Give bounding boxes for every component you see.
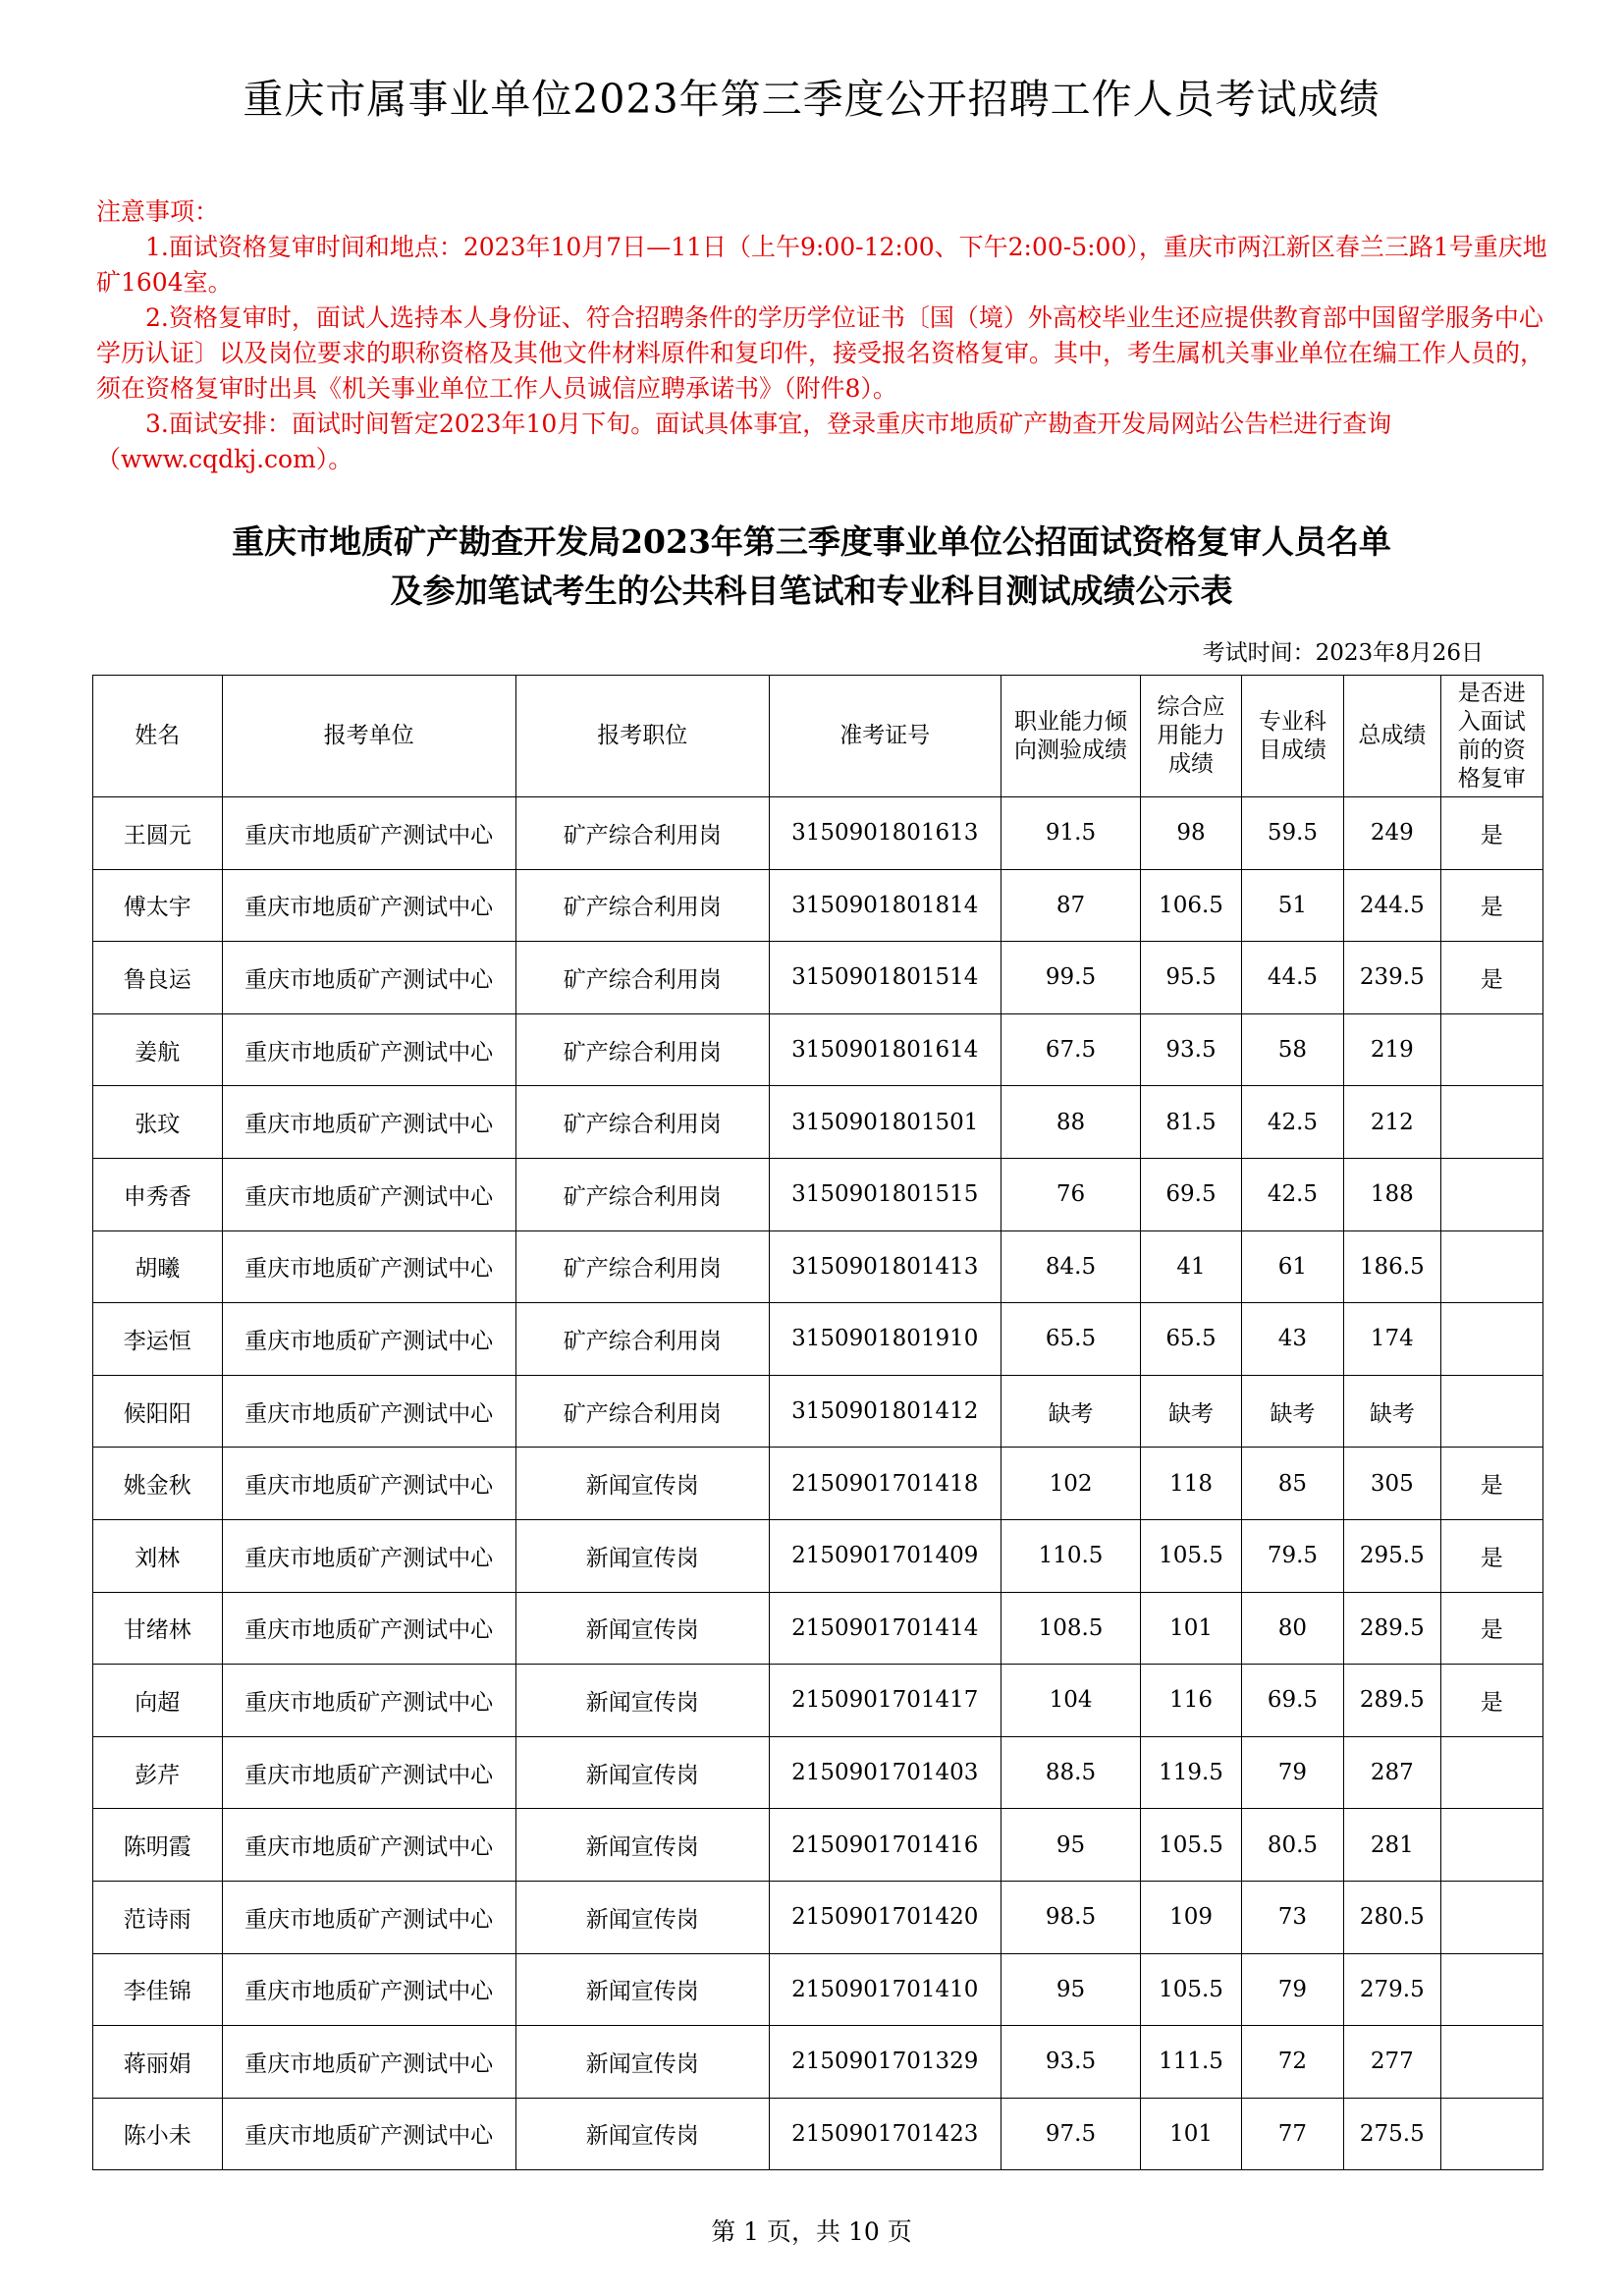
cell-name: 甘绪林: [93, 1592, 223, 1665]
cell-ticket-number: 3150901801814: [769, 869, 1001, 942]
cell-position: 新闻宣传岗: [515, 1809, 769, 1882]
cell-position: 矿产综合利用岗: [515, 1013, 769, 1086]
cell-position: 新闻宣传岗: [515, 1519, 769, 1592]
cell-position: 矿产综合利用岗: [515, 1086, 769, 1159]
notice-item: 1.面试资格复审时间和地点：2023年10月7日—11日（上午9:00-12:00、下午2:00-5:00），重庆市两江新区春兰三路1号重庆地矿1604室。: [96, 233, 1547, 297]
cell-review-status: [1440, 2026, 1542, 2099]
cell-review-status: [1440, 1736, 1542, 1809]
table-row: [93, 1230, 1543, 1303]
header-professional-score: 专业科目成绩: [1241, 676, 1343, 797]
cell-position: 新闻宣传岗: [515, 1953, 769, 2026]
cell-unit: 重庆市地质矿产测试中心: [222, 1953, 515, 2026]
cell-review-status: [1440, 1881, 1542, 1953]
table-row: [93, 1736, 1543, 1809]
cell-name: 胡曦: [93, 1230, 223, 1303]
cell-aptitude-score: 65.5: [1001, 1303, 1141, 1376]
cell-application-score: 101: [1141, 2098, 1241, 2170]
cell-name: 刘林: [93, 1519, 223, 1592]
cell-position: 新闻宣传岗: [515, 1592, 769, 1665]
table-row: [93, 1953, 1543, 2026]
cell-application-score: 116: [1141, 1665, 1241, 1737]
cell-professional-score: 77: [1241, 2098, 1343, 2170]
cell-total-score: 289.5: [1344, 1592, 1440, 1665]
notice-heading: 注意事项：: [96, 197, 220, 226]
cell-aptitude-score: 93.5: [1001, 2026, 1141, 2099]
cell-professional-score: 79: [1241, 1953, 1343, 2026]
cell-ticket-number: 2150901701329: [769, 2026, 1001, 2099]
cell-total-score: 174: [1344, 1303, 1440, 1376]
cell-aptitude-score: 67.5: [1001, 1013, 1141, 1086]
cell-unit: 重庆市地质矿产测试中心: [222, 1665, 515, 1737]
notice-item: 2.资格复审时，面试人选持本人身份证、符合招聘条件的学历学位证书〔国（境）外高校毕业生还应提供教育部中国留学服务中心学历认证〕以及岗位要求的职称资格及其他文件材料原件和复印件，接受报名资格复审。其中，考生属机关事业单位在编工作人员的，须在资格复审时出具《机关事业单位工作人员诚信应聘承诺书》（附件8）。: [96, 303, 1545, 403]
cell-position: 矿产综合利用岗: [515, 1158, 769, 1230]
cell-ticket-number: 2150901701403: [769, 1736, 1001, 1809]
cell-aptitude-score: 76: [1001, 1158, 1141, 1230]
cell-total-score: 186.5: [1344, 1230, 1440, 1303]
cell-professional-score: 44.5: [1241, 942, 1343, 1014]
notice-item: 3.面试安排：面试时间暂定2023年10月下旬。面试具体事宜，登录重庆市地质矿产勘查开发局网站公告栏进行查询（www.cqdkj.com）。: [96, 410, 1392, 473]
cell-review-status: [1440, 1158, 1542, 1230]
cell-ticket-number: 3150901801614: [769, 1013, 1001, 1086]
table-row: [93, 1303, 1543, 1376]
table-row: [93, 1665, 1543, 1737]
cell-ticket-number: 2150901701410: [769, 1953, 1001, 2026]
cell-unit: 重庆市地质矿产测试中心: [222, 2026, 515, 2099]
header-application-score: 综合应用能力成绩: [1141, 676, 1241, 797]
cell-professional-score: 缺考: [1241, 1375, 1343, 1448]
cell-position: 矿产综合利用岗: [515, 1375, 769, 1448]
cell-professional-score: 85: [1241, 1448, 1343, 1520]
cell-position: 矿产综合利用岗: [515, 1303, 769, 1376]
cell-ticket-number: 3150901801613: [769, 797, 1001, 870]
cell-total-score: 295.5: [1344, 1519, 1440, 1592]
cell-professional-score: 58: [1241, 1013, 1343, 1086]
cell-total-score: 缺考: [1344, 1375, 1440, 1448]
cell-position: 新闻宣传岗: [515, 2026, 769, 2099]
table-row: [93, 1375, 1543, 1448]
page-number: 第 1 页，共 10 页: [711, 2217, 912, 2246]
table-row: [93, 942, 1543, 1014]
cell-professional-score: 42.5: [1241, 1158, 1343, 1230]
cell-name: 李佳锦: [93, 1953, 223, 2026]
cell-application-score: 105.5: [1141, 1519, 1241, 1592]
cell-aptitude-score: 88: [1001, 1086, 1141, 1159]
cell-professional-score: 69.5: [1241, 1665, 1343, 1737]
cell-position: 矿产综合利用岗: [515, 869, 769, 942]
cell-name: 候阳阳: [93, 1375, 223, 1448]
cell-position: 矿产综合利用岗: [515, 942, 769, 1014]
cell-position: 新闻宣传岗: [515, 1736, 769, 1809]
cell-review-status: 是: [1440, 942, 1542, 1014]
cell-review-status: [1440, 1809, 1542, 1882]
cell-aptitude-score: 110.5: [1001, 1519, 1141, 1592]
cell-name: 申秀香: [93, 1158, 223, 1230]
cell-professional-score: 42.5: [1241, 1086, 1343, 1159]
table-row: [93, 1592, 1543, 1665]
header-name: 姓名: [93, 676, 223, 797]
cell-professional-score: 43: [1241, 1303, 1343, 1376]
cell-unit: 重庆市地质矿产测试中心: [222, 1013, 515, 1086]
cell-unit: 重庆市地质矿产测试中心: [222, 1230, 515, 1303]
cell-review-status: 是: [1440, 797, 1542, 870]
cell-unit: 重庆市地质矿产测试中心: [222, 1303, 515, 1376]
header-aptitude-score: 职业能力倾向测验成绩: [1001, 676, 1141, 797]
cell-application-score: 106.5: [1141, 869, 1241, 942]
table-row: [93, 797, 1543, 870]
cell-aptitude-score: 缺考: [1001, 1375, 1141, 1448]
cell-position: 新闻宣传岗: [515, 1881, 769, 1953]
grades-table: [92, 675, 1543, 2170]
cell-professional-score: 72: [1241, 2026, 1343, 2099]
cell-unit: 重庆市地质矿产测试中心: [222, 1086, 515, 1159]
cell-total-score: 280.5: [1344, 1881, 1440, 1953]
cell-unit: 重庆市地质矿产测试中心: [222, 1592, 515, 1665]
header-total-score: 总成绩: [1344, 676, 1440, 797]
cell-unit: 重庆市地质矿产测试中心: [222, 1736, 515, 1809]
cell-application-score: 101: [1141, 1592, 1241, 1665]
cell-ticket-number: 3150901801413: [769, 1230, 1001, 1303]
cell-name: 姜航: [93, 1013, 223, 1086]
cell-ticket-number: 2150901701420: [769, 1881, 1001, 1953]
cell-professional-score: 79.5: [1241, 1519, 1343, 1592]
cell-ticket-number: 2150901701416: [769, 1809, 1001, 1882]
cell-professional-score: 80: [1241, 1592, 1343, 1665]
cell-position: 矿产综合利用岗: [515, 797, 769, 870]
cell-professional-score: 80.5: [1241, 1809, 1343, 1882]
cell-name: 姚金秋: [93, 1448, 223, 1520]
cell-name: 张玟: [93, 1086, 223, 1159]
cell-position: 新闻宣传岗: [515, 1665, 769, 1737]
cell-review-status: [1440, 1303, 1542, 1376]
cell-ticket-number: 3150901801514: [769, 942, 1001, 1014]
cell-review-status: 是: [1440, 1665, 1542, 1737]
cell-application-score: 105.5: [1141, 1953, 1241, 2026]
cell-review-status: [1440, 1230, 1542, 1303]
cell-review-status: [1440, 2098, 1542, 2170]
cell-position: 矿产综合利用岗: [515, 1230, 769, 1303]
table-row: [93, 2026, 1543, 2099]
cell-aptitude-score: 98.5: [1001, 1881, 1141, 1953]
cell-total-score: 281: [1344, 1809, 1440, 1882]
cell-name: 鲁良运: [93, 942, 223, 1014]
table-row: [93, 1881, 1543, 1953]
table-title: [0, 518, 1623, 616]
table-row: [93, 1448, 1543, 1520]
cell-name: 彭芹: [93, 1736, 223, 1809]
cell-ticket-number: 2150901701414: [769, 1592, 1001, 1665]
table-row: [93, 1086, 1543, 1159]
header-unit: 报考单位: [222, 676, 515, 797]
cell-professional-score: 61: [1241, 1230, 1343, 1303]
header-position: 报考职位: [515, 676, 769, 797]
cell-total-score: 275.5: [1344, 2098, 1440, 2170]
cell-unit: 重庆市地质矿产测试中心: [222, 942, 515, 1014]
cell-unit: 重庆市地质矿产测试中心: [222, 1519, 515, 1592]
table-row: [93, 1158, 1543, 1230]
cell-ticket-number: 3150901801501: [769, 1086, 1001, 1159]
cell-ticket-number: 3150901801910: [769, 1303, 1001, 1376]
page-title: 重庆市属事业单位2023年第三季度公开招聘工作人员考试成绩: [243, 76, 1380, 123]
cell-aptitude-score: 104: [1001, 1665, 1141, 1737]
cell-total-score: 239.5: [1344, 942, 1440, 1014]
cell-aptitude-score: 91.5: [1001, 797, 1141, 870]
cell-aptitude-score: 99.5: [1001, 942, 1141, 1014]
cell-review-status: 是: [1440, 1448, 1542, 1520]
cell-position: 新闻宣传岗: [515, 1448, 769, 1520]
cell-name: 向超: [93, 1665, 223, 1737]
cell-name: 傅太宇: [93, 869, 223, 942]
cell-total-score: 188: [1344, 1158, 1440, 1230]
cell-review-status: 是: [1440, 1519, 1542, 1592]
cell-review-status: [1440, 1375, 1542, 1448]
cell-unit: 重庆市地质矿产测试中心: [222, 2098, 515, 2170]
cell-unit: 重庆市地质矿产测试中心: [222, 1809, 515, 1882]
cell-review-status: [1440, 1953, 1542, 2026]
cell-name: 王圆元: [93, 797, 223, 870]
cell-name: 蒋丽娟: [93, 2026, 223, 2099]
cell-ticket-number: 3150901801515: [769, 1158, 1001, 1230]
cell-name: 范诗雨: [93, 1881, 223, 1953]
table-header-row: [93, 676, 1543, 797]
table-row: [93, 1809, 1543, 1882]
exam-date: 考试时间：2023年8月26日: [1202, 640, 1484, 666]
cell-aptitude-score: 95: [1001, 1953, 1141, 2026]
cell-total-score: 305: [1344, 1448, 1440, 1520]
cell-total-score: 244.5: [1344, 869, 1440, 942]
cell-ticket-number: 2150901701417: [769, 1665, 1001, 1737]
header-review-status: 是否进入面试前的资格复审: [1440, 676, 1542, 797]
cell-review-status: 是: [1440, 1592, 1542, 1665]
cell-ticket-number: 2150901701418: [769, 1448, 1001, 1520]
cell-professional-score: 51: [1241, 869, 1343, 942]
cell-unit: 重庆市地质矿产测试中心: [222, 869, 515, 942]
cell-unit: 重庆市地质矿产测试中心: [222, 1158, 515, 1230]
cell-professional-score: 59.5: [1241, 797, 1343, 870]
cell-aptitude-score: 95: [1001, 1809, 1141, 1882]
cell-unit: 重庆市地质矿产测试中心: [222, 797, 515, 870]
header-ticket-number: 准考证号: [769, 676, 1001, 797]
cell-total-score: 249: [1344, 797, 1440, 870]
cell-application-score: 111.5: [1141, 2026, 1241, 2099]
cell-aptitude-score: 102: [1001, 1448, 1141, 1520]
table-row: [93, 869, 1543, 942]
cell-name: 陈小未: [93, 2098, 223, 2170]
notice-section: [96, 194, 1549, 477]
cell-application-score: 93.5: [1141, 1013, 1241, 1086]
table-title-line: 重庆市地质矿产勘查开发局2023年第三季度事业单位公招面试资格复审人员名单: [232, 522, 1391, 561]
table-row: [93, 2098, 1543, 2170]
cell-total-score: 212: [1344, 1086, 1440, 1159]
cell-application-score: 65.5: [1141, 1303, 1241, 1376]
cell-total-score: 289.5: [1344, 1665, 1440, 1737]
cell-application-score: 81.5: [1141, 1086, 1241, 1159]
cell-professional-score: 79: [1241, 1736, 1343, 1809]
cell-aptitude-score: 87: [1001, 869, 1141, 942]
cell-name: 李运恒: [93, 1303, 223, 1376]
cell-review-status: [1440, 1086, 1542, 1159]
cell-application-score: 119.5: [1141, 1736, 1241, 1809]
cell-aptitude-score: 97.5: [1001, 2098, 1141, 2170]
cell-total-score: 287: [1344, 1736, 1440, 1809]
table-title-line: 及参加笔试考生的公共科目笔试和专业科目测试成绩公示表: [390, 572, 1233, 610]
cell-application-score: 105.5: [1141, 1809, 1241, 1882]
cell-application-score: 118: [1141, 1448, 1241, 1520]
cell-aptitude-score: 108.5: [1001, 1592, 1141, 1665]
cell-review-status: 是: [1440, 869, 1542, 942]
cell-aptitude-score: 84.5: [1001, 1230, 1141, 1303]
cell-aptitude-score: 88.5: [1001, 1736, 1141, 1809]
cell-unit: 重庆市地质矿产测试中心: [222, 1375, 515, 1448]
cell-total-score: 277: [1344, 2026, 1440, 2099]
cell-unit: 重庆市地质矿产测试中心: [222, 1448, 515, 1520]
cell-application-score: 109: [1141, 1881, 1241, 1953]
cell-application-score: 69.5: [1141, 1158, 1241, 1230]
cell-total-score: 219: [1344, 1013, 1440, 1086]
cell-unit: 重庆市地质矿产测试中心: [222, 1881, 515, 1953]
grades-table-body: [93, 797, 1543, 2170]
cell-ticket-number: 2150901701423: [769, 2098, 1001, 2170]
cell-total-score: 279.5: [1344, 1953, 1440, 2026]
cell-position: 新闻宣传岗: [515, 2098, 769, 2170]
cell-application-score: 98: [1141, 797, 1241, 870]
cell-ticket-number: 3150901801412: [769, 1375, 1001, 1448]
table-row: [93, 1519, 1543, 1592]
cell-application-score: 缺考: [1141, 1375, 1241, 1448]
cell-ticket-number: 2150901701409: [769, 1519, 1001, 1592]
cell-name: 陈明霞: [93, 1809, 223, 1882]
cell-review-status: [1440, 1013, 1542, 1086]
cell-application-score: 41: [1141, 1230, 1241, 1303]
cell-professional-score: 73: [1241, 1881, 1343, 1953]
table-row: [93, 1013, 1543, 1086]
cell-application-score: 95.5: [1141, 942, 1241, 1014]
